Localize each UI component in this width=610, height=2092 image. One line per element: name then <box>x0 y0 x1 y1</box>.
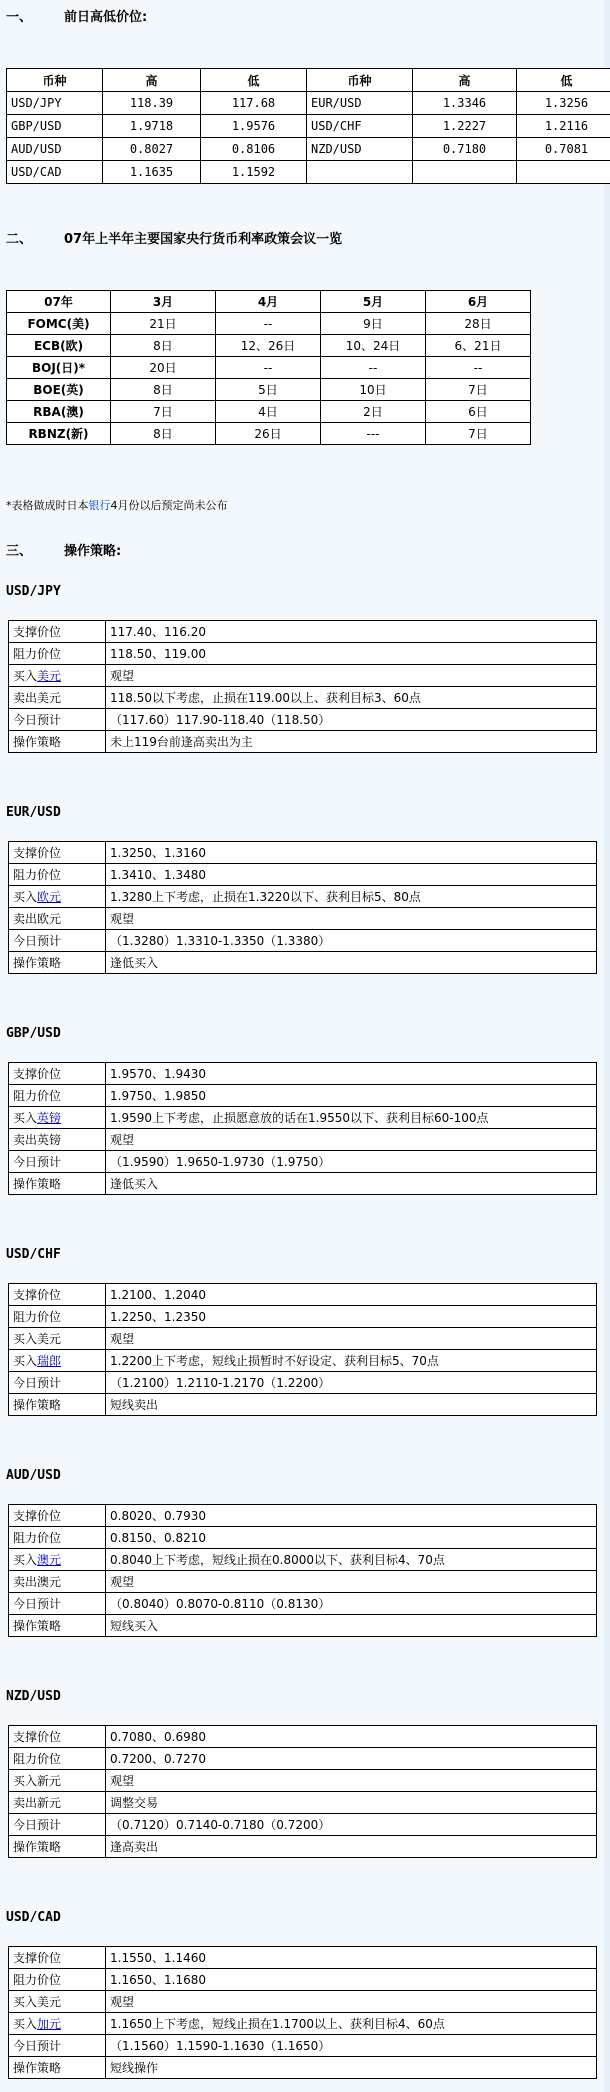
currency-link[interactable]: 欧元 <box>37 890 62 904</box>
table-cell: 118.39 <box>103 92 201 115</box>
table-cell: 1.9718 <box>103 115 201 138</box>
table-row <box>9 1173 597 1195</box>
table-cell: 5日 <box>216 379 321 401</box>
row-value: 短线操作 <box>106 2057 597 2079</box>
table-row <box>9 2013 597 2035</box>
section2-number: 二、 <box>6 232 33 247</box>
table-cell: AUD/USD <box>7 138 103 161</box>
header-cell: 5月 <box>321 291 426 313</box>
row-value: 观望 <box>106 1129 597 1151</box>
table-cell: -- <box>216 313 321 335</box>
table-row <box>7 335 531 357</box>
row-label: 阻力价位 <box>9 1527 106 1549</box>
table-row <box>9 1792 597 1814</box>
section3-title: 操作策略: <box>64 544 122 559</box>
row-label: 操作策略 <box>9 2057 106 2079</box>
row-value: 1.1550、1.1460 <box>106 1947 597 1969</box>
table-cell: 8日 <box>111 335 216 357</box>
currency-link[interactable]: 瑞郎 <box>37 1354 62 1368</box>
table-row <box>7 401 531 423</box>
row-label: 操作策略 <box>9 1394 106 1416</box>
table-row <box>9 1991 597 2013</box>
row-value: 1.3410、1.3480 <box>106 864 597 886</box>
table-cell <box>517 161 610 184</box>
table-cell: 6日 <box>426 401 531 423</box>
table-row <box>9 687 597 709</box>
table-row <box>9 1726 597 1748</box>
row-label: 阻力价位 <box>9 864 106 886</box>
table-row <box>9 709 597 731</box>
row-label: 阻力价位 <box>9 1748 106 1770</box>
row-label: 卖出新元 <box>9 1792 106 1814</box>
table-cell: -- <box>321 357 426 379</box>
section3-heading <box>6 540 121 559</box>
currency-link[interactable]: 英镑 <box>37 1111 62 1125</box>
row-label-text: 买入 <box>13 1354 38 1368</box>
header-cell: 07年 <box>7 291 111 313</box>
row-value: 短线买入 <box>106 1615 597 1637</box>
section2-title: 07年上半年主要国家央行货币利率政策会议一览 <box>64 232 343 247</box>
row-label: 今日预计 <box>9 709 106 731</box>
table-row <box>9 1615 597 1637</box>
table-cell: 6、21日 <box>426 335 531 357</box>
pair-title: EUR/USD <box>6 805 61 820</box>
table-row <box>9 621 597 643</box>
footnote-link[interactable]: 银行 <box>88 499 111 512</box>
row-label: 阻力价位 <box>9 1969 106 1991</box>
row-value: （117.60）117.90-118.40（118.50） <box>106 709 597 731</box>
table-header-row <box>7 69 610 92</box>
row-label: 今日预计 <box>9 1593 106 1615</box>
row-label: 支撑价位 <box>9 842 106 864</box>
row-label: 卖出美元 <box>9 687 106 709</box>
row-label: 阻力价位 <box>9 1085 106 1107</box>
table-cell: 10日 <box>321 379 426 401</box>
table-row <box>9 952 597 974</box>
currency-link[interactable]: 美元 <box>37 669 62 683</box>
strategy-table <box>8 1062 597 1195</box>
table-row <box>7 138 610 161</box>
table-cell: 1.3346 <box>413 92 517 115</box>
pair-title: USD/CHF <box>6 1247 61 1262</box>
table-cell: 2日 <box>321 401 426 423</box>
table-cell: BOJ(日)* <box>7 357 111 379</box>
row-value: 短线卖出 <box>106 1394 597 1416</box>
table-cell: BOE(英) <box>7 379 111 401</box>
table-cell: --- <box>321 423 426 445</box>
table-row <box>9 1350 597 1372</box>
table-cell: 7日 <box>426 423 531 445</box>
row-value: 1.2200上下考虑，短线止损暂时不好设定、获利目标5、70点 <box>106 1350 597 1372</box>
row-value: 观望 <box>106 1571 597 1593</box>
pair-title: NZD/USD <box>6 1689 61 1704</box>
row-value: 观望 <box>106 1770 597 1792</box>
table-row <box>7 161 610 184</box>
table-row <box>9 1085 597 1107</box>
row-label-text: 买入 <box>13 1553 38 1567</box>
row-label <box>9 886 106 908</box>
table-row <box>7 379 531 401</box>
table-row <box>9 2035 597 2057</box>
row-value: （0.7120）0.7140-0.7180（0.7200） <box>106 1814 597 1836</box>
table-cell: USD/CAD <box>7 161 103 184</box>
row-value: （1.1560）1.1590-1.1630（1.1650） <box>106 2035 597 2057</box>
row-label <box>9 1549 106 1571</box>
row-value: 调整交易 <box>106 1792 597 1814</box>
central-bank-meetings-table <box>6 290 531 445</box>
header-cell: 币种 <box>7 69 103 92</box>
table-row <box>7 115 610 138</box>
row-label: 操作策略 <box>9 731 106 753</box>
table-row <box>9 665 597 687</box>
table-cell: USD/JPY <box>7 92 103 115</box>
table-row <box>9 1063 597 1085</box>
table-cell: RBNZ(新) <box>7 423 111 445</box>
table-cell: -- <box>426 357 531 379</box>
row-value: 1.2100、1.2040 <box>106 1284 597 1306</box>
table-row <box>9 1306 597 1328</box>
section2-heading <box>6 228 342 247</box>
table-cell: 26日 <box>216 423 321 445</box>
table-cell: NZD/USD <box>307 138 413 161</box>
table-row <box>7 357 531 379</box>
table-cell: 21日 <box>111 313 216 335</box>
table-row <box>9 1328 597 1350</box>
table-row <box>9 1770 597 1792</box>
table-row <box>9 2057 597 2079</box>
row-value: （1.2100）1.2110-1.2170（1.2200） <box>106 1372 597 1394</box>
row-value: 1.1650上下考虑，短线止损在1.1700以上、获利目标4、60点 <box>106 2013 597 2035</box>
row-label: 卖出欧元 <box>9 908 106 930</box>
row-value: 观望 <box>106 908 597 930</box>
table-cell: GBP/USD <box>7 115 103 138</box>
row-label: 支撑价位 <box>9 1505 106 1527</box>
table-cell: 117.68 <box>201 92 307 115</box>
row-label: 买入新元 <box>9 1770 106 1792</box>
row-label: 今日预计 <box>9 930 106 952</box>
header-cell: 高 <box>103 69 201 92</box>
table-cell: 0.7180 <box>413 138 517 161</box>
row-label <box>9 2013 106 2035</box>
table-cell: 7日 <box>426 379 531 401</box>
strategy-table <box>8 1946 597 2079</box>
table-row <box>9 864 597 886</box>
section1-title: 前日高低价位: <box>64 10 148 25</box>
table-header-row <box>7 291 531 313</box>
row-value: 1.9750、1.9850 <box>106 1085 597 1107</box>
row-label <box>9 1350 106 1372</box>
row-label: 阻力价位 <box>9 1306 106 1328</box>
row-label <box>9 665 106 687</box>
header-cell: 3月 <box>111 291 216 313</box>
table-row <box>9 1969 597 1991</box>
strategy-table <box>8 1725 597 1858</box>
row-label: 支撑价位 <box>9 1063 106 1085</box>
row-value: （1.3280）1.3310-1.3350（1.3380） <box>106 930 597 952</box>
row-value: 未上119台前逢高卖出为主 <box>106 731 597 753</box>
strategy-table <box>8 620 597 753</box>
row-value: 观望 <box>106 665 597 687</box>
strategy-table <box>8 1504 597 1637</box>
prev-day-high-low-table <box>6 68 610 184</box>
row-label-text: 买入 <box>13 2017 38 2031</box>
table-row <box>9 1748 597 1770</box>
row-label: 今日预计 <box>9 1814 106 1836</box>
row-value: 118.50、119.00 <box>106 643 597 665</box>
row-label-text: 买入 <box>13 669 38 683</box>
table-cell: 20日 <box>111 357 216 379</box>
table-cell: 1.9576 <box>201 115 307 138</box>
table-cell: -- <box>216 357 321 379</box>
table-row <box>9 1129 597 1151</box>
table-row <box>9 1836 597 1858</box>
row-value: 117.40、116.20 <box>106 621 597 643</box>
table-cell: 1.1592 <box>201 161 307 184</box>
row-label: 卖出英镑 <box>9 1129 106 1151</box>
row-label: 阻力价位 <box>9 643 106 665</box>
table-cell: 1.1635 <box>103 161 201 184</box>
row-label: 支撑价位 <box>9 621 106 643</box>
table-cell: 1.3256 <box>517 92 610 115</box>
section1-number: 一、 <box>6 10 33 25</box>
row-value: 1.3280上下考虑，止损在1.3220以下、获利目标5、80点 <box>106 886 597 908</box>
row-value: 观望 <box>106 1991 597 2013</box>
row-label: 支撑价位 <box>9 1284 106 1306</box>
table-cell: 4日 <box>216 401 321 423</box>
table-row <box>9 643 597 665</box>
row-label: 买入美元 <box>9 1328 106 1350</box>
table-cell: RBA(澳) <box>7 401 111 423</box>
table-row <box>9 1372 597 1394</box>
table-row <box>9 1593 597 1615</box>
table-cell: 7日 <box>111 401 216 423</box>
row-label: 操作策略 <box>9 1615 106 1637</box>
row-label: 支撑价位 <box>9 1947 106 1969</box>
table-row <box>9 1947 597 1969</box>
table-cell: 0.8027 <box>103 138 201 161</box>
strategy-table <box>8 841 597 974</box>
pair-title: USD/CAD <box>6 1910 61 1925</box>
row-value: 118.50以下考虑，止损在119.00以上、获利目标3、60点 <box>106 687 597 709</box>
table-cell <box>413 161 517 184</box>
table-cell: 1.2227 <box>413 115 517 138</box>
row-label: 今日预计 <box>9 2035 106 2057</box>
pair-title: AUD/USD <box>6 1468 61 1483</box>
table-row <box>9 1814 597 1836</box>
row-value: 0.7080、0.6980 <box>106 1726 597 1748</box>
row-value: 1.9590上下考虑，止损愿意放的话在1.9550以下、获利目标60-100点 <box>106 1107 597 1129</box>
row-label: 卖出澳元 <box>9 1571 106 1593</box>
table-cell: 10、24日 <box>321 335 426 357</box>
table-cell <box>307 161 413 184</box>
table-row <box>9 1151 597 1173</box>
header-cell: 4月 <box>216 291 321 313</box>
table-row <box>9 1394 597 1416</box>
table-cell: FOMC(美) <box>7 313 111 335</box>
table-row <box>9 842 597 864</box>
table-cell: 0.7081 <box>517 138 610 161</box>
row-value: （1.9590）1.9650-1.9730（1.9750） <box>106 1151 597 1173</box>
row-label: 买入美元 <box>9 1991 106 2013</box>
table-row <box>9 930 597 952</box>
section3-number: 三、 <box>6 544 33 559</box>
pair-title: USD/JPY <box>6 584 61 599</box>
row-label: 操作策略 <box>9 1836 106 1858</box>
row-value: 观望 <box>106 1328 597 1350</box>
row-label <box>9 1107 106 1129</box>
row-value: 0.8040上下考虑，短线止损在0.8000以下、获利目标4、70点 <box>106 1549 597 1571</box>
table-footnote <box>6 497 228 513</box>
table-row <box>9 1107 597 1129</box>
table-cell: EUR/USD <box>307 92 413 115</box>
row-label: 操作策略 <box>9 952 106 974</box>
table-row <box>9 1571 597 1593</box>
table-cell: 28日 <box>426 313 531 335</box>
footnote-text: *表格做成时日本 <box>6 499 89 512</box>
table-cell: 8日 <box>111 423 216 445</box>
row-value: 逢高卖出 <box>106 1836 597 1858</box>
currency-link[interactable]: 澳元 <box>37 1553 62 1567</box>
table-cell: 8日 <box>111 379 216 401</box>
header-cell: 低 <box>517 69 610 92</box>
footnote-text: 4月份以后预定尚未公布 <box>110 499 228 512</box>
table-row <box>9 1549 597 1571</box>
strategy-table <box>8 1283 597 1416</box>
row-value: 1.9570、1.9430 <box>106 1063 597 1085</box>
currency-link[interactable]: 加元 <box>37 2017 62 2031</box>
section1-heading <box>6 6 147 25</box>
table-cell: USD/CHF <box>307 115 413 138</box>
table-cell: 12、26日 <box>216 335 321 357</box>
table-row <box>7 92 610 115</box>
row-value: 1.1650、1.1680 <box>106 1969 597 1991</box>
table-row <box>7 313 531 335</box>
row-value: （0.8040）0.8070-0.8110（0.8130） <box>106 1593 597 1615</box>
table-cell: 1.2116 <box>517 115 610 138</box>
row-value: 逢低买入 <box>106 952 597 974</box>
table-cell: 9日 <box>321 313 426 335</box>
header-cell: 低 <box>201 69 307 92</box>
row-value: 0.8150、0.8210 <box>106 1527 597 1549</box>
pair-title: GBP/USD <box>6 1026 61 1041</box>
row-value: 0.8020、0.7930 <box>106 1505 597 1527</box>
row-label: 支撑价位 <box>9 1726 106 1748</box>
header-cell: 6月 <box>426 291 531 313</box>
row-label: 操作策略 <box>9 1173 106 1195</box>
table-row <box>9 731 597 753</box>
header-cell: 高 <box>413 69 517 92</box>
table-row <box>9 1284 597 1306</box>
row-label-text: 买入 <box>13 890 38 904</box>
table-row <box>9 886 597 908</box>
header-cell: 币种 <box>307 69 413 92</box>
table-cell: 0.8106 <box>201 138 307 161</box>
row-value: 0.7200、0.7270 <box>106 1748 597 1770</box>
table-row <box>9 908 597 930</box>
row-label: 今日预计 <box>9 1151 106 1173</box>
table-row <box>7 423 531 445</box>
row-label-text: 买入 <box>13 1111 38 1125</box>
table-row <box>9 1527 597 1549</box>
table-row <box>9 1505 597 1527</box>
row-value: 1.2250、1.2350 <box>106 1306 597 1328</box>
row-value: 逢低买入 <box>106 1173 597 1195</box>
table-cell: ECB(欧) <box>7 335 111 357</box>
row-value: 1.3250、1.3160 <box>106 842 597 864</box>
row-label: 今日预计 <box>9 1372 106 1394</box>
scrollbar-track[interactable] <box>604 0 610 2092</box>
